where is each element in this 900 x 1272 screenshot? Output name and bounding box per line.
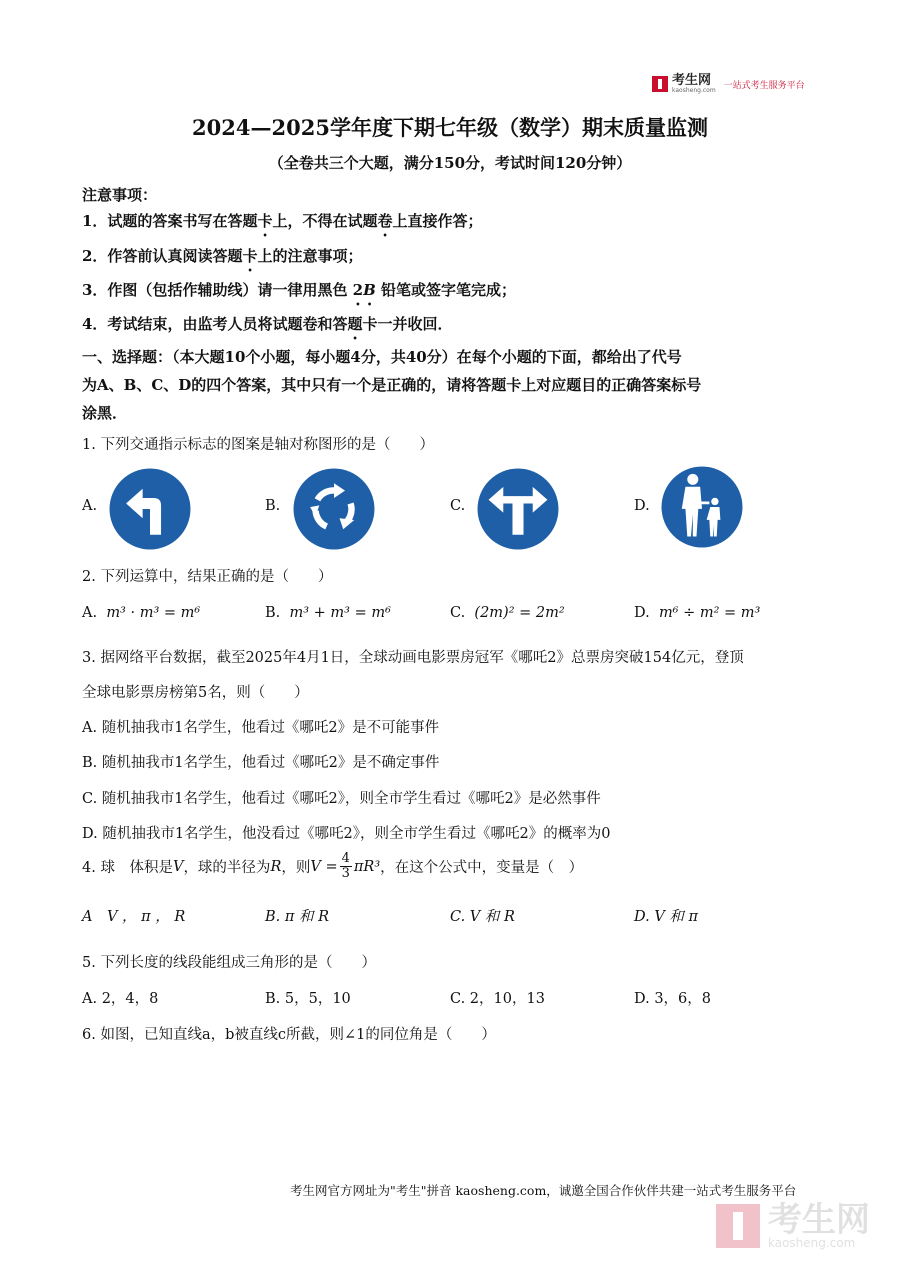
q3-option-a: A. 随机抽我市1名学生，他看过《哪吒2》是不可能事件: [82, 720, 440, 736]
turn-left-or-right-sign-icon: [472, 463, 564, 555]
q3-stem-line2: 全球电影票房榜第5名，则（ ）: [82, 685, 309, 701]
q5-option-c: C. 2，10，13: [450, 991, 545, 1007]
notice-item-4: 4．考试结束，由监考人员将试题卷和答题卡一并收回．: [82, 315, 453, 333]
footer-note: 考生网官方网址为"考生"拼音 kaosheng.com，诚邀全国合作伙伴共建一站式考生服务平台: [290, 1183, 797, 1198]
q4-option-c: C. V 和 R: [450, 909, 515, 925]
logo-tagline: 一站式考生服务平台: [723, 80, 805, 91]
watermark: [716, 1200, 870, 1250]
q2-option-d: D. m⁶ ÷ m² = m³: [634, 605, 761, 621]
header-logo: [652, 72, 805, 96]
q5-option-d: D. 3，6，8: [634, 991, 712, 1007]
q3-option-c: C. 随机抽我市1名学生，他看过《哪吒2》，则全市学生看过《哪吒2》是必然事件: [82, 791, 601, 807]
q4-option-d: D. V 和 π: [634, 909, 699, 925]
q3-option-d: D. 随机抽我市1名学生，他没看过《哪吒2》，则全市学生看过《哪吒2》的概率为0: [82, 826, 611, 842]
q1-label-d: D.: [634, 498, 650, 514]
roundabout-sign-icon: [288, 463, 380, 555]
section1-line3: 涂黑．: [82, 404, 128, 422]
q2-option-c: C. (2m)² = 2m²: [450, 605, 565, 621]
q1-label-b: B.: [265, 498, 281, 514]
q5-stem: 5. 下列长度的线段能组成三角形的是（ ）: [82, 955, 376, 971]
q4-option-a: A V ， π ， R: [82, 909, 186, 925]
q1-label-c: C.: [450, 498, 466, 514]
notice-heading: 注意事项：: [82, 186, 158, 204]
q5-option-a: A. 2，4，8: [82, 991, 159, 1007]
section1-line2: 为A、B、C、D的四个答案，其中只有一个是正确的，请将答题卡上对应题目的正确答案标号: [82, 376, 702, 394]
notice-item-1: 1．试题的答案书写在答题卡上，不得在试题卷上直接作答；: [82, 212, 483, 230]
watermark-logo-icon: [716, 1204, 760, 1248]
q5-option-b: B. 5，5，10: [265, 991, 351, 1007]
section1-line1: 一、选择题：（本大题10个小题，每小题4分，共40分）在每个小题的下面，都给出了代号: [82, 348, 682, 366]
page-subtitle: （全卷共三个大题，满分150分，考试时间120分钟）: [268, 154, 632, 172]
q1-label-a: A.: [82, 498, 98, 514]
q2-option-a: A. m³ · m³ = m⁶: [82, 605, 201, 621]
q1-stem: 1. 下列交通指示标志的图案是轴对称图形的是（ ）: [82, 437, 434, 453]
watermark-text: 考生网 kaosheng.com: [768, 1200, 870, 1250]
q2-option-b: B. m³ + m³ = m⁶: [265, 605, 391, 621]
q4-option-b: B. π 和 R: [265, 909, 330, 925]
q3-option-b: B. 随机抽我市1名学生，他看过《哪吒2》是不确定事件: [82, 755, 440, 771]
notice-item-3: 3．作图（包括作辅助线）请一律用黑色 2B 铅笔或签字笔完成；: [82, 281, 517, 299]
notice-item-2: 2．作答前认真阅读答题卡上的注意事项；: [82, 247, 363, 265]
q4-stem: 4. 球 体积是 V ，球的半径为 R ，则 V = $\frac{4}{3}$ πR³ ，在这个公式中，变量是（ ）: [82, 851, 584, 881]
logo-text: 考生网 kaosheng.com: [672, 72, 716, 94]
q2-stem: 2. 下列运算中，结果正确的是（ ）: [82, 569, 333, 585]
q3-stem-line1: 3. 据网络平台数据，截至2025年4月1日，全球动画电影票房冠军《哪吒2》总票房突破154亿元，登顶: [82, 650, 744, 666]
page-title: 2024—2025学年度下期七年级（数学）期末质量监测: [192, 115, 708, 140]
q6-stem: 6. 如图，已知直线a，b被直线c所截，则∠1的同位角是（ ）: [82, 1027, 496, 1043]
kaosheng-logo-icon: [652, 76, 668, 92]
pedestrian-sign-icon: [656, 461, 748, 553]
q4-fraction: $\frac{4}{3}$: [341, 851, 350, 881]
left-turn-sign-icon: [104, 463, 196, 555]
